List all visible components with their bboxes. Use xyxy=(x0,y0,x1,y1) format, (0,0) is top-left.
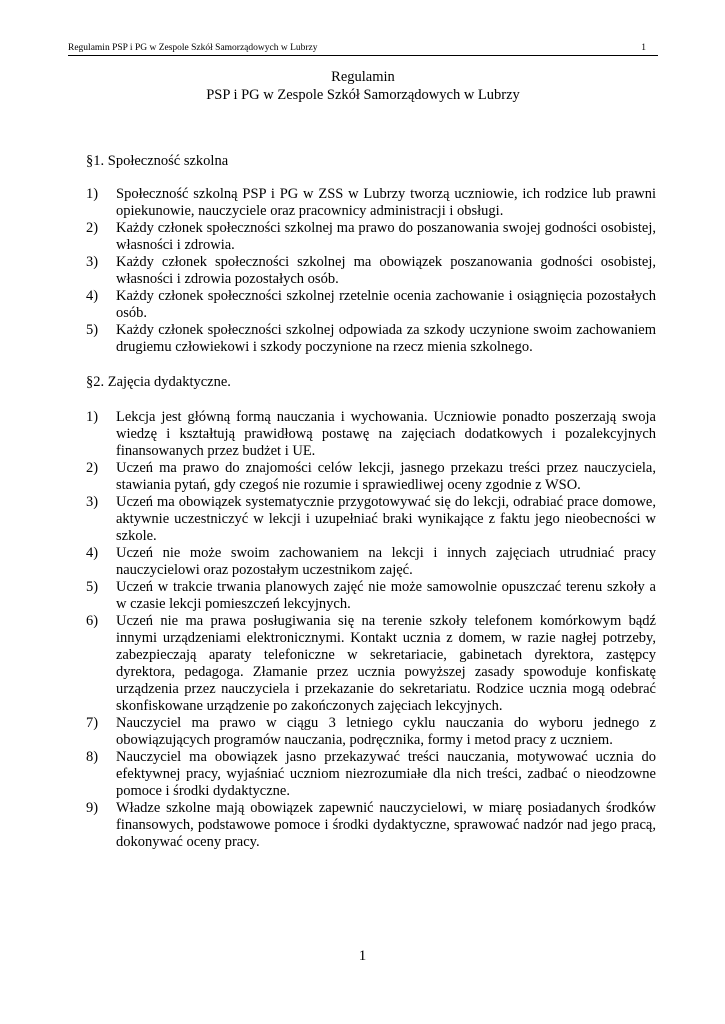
list-item-text: Lekcja jest główną formą nauczania i wychowania. Uczniowie ponadto poszerzają swoja wiedzę i kształtują prawidłową postawę na zajęciach dodatkowych i pozalekcyjnych finansowanych przez budżet i UE. xyxy=(116,409,656,459)
list-item-text: Każdy członek społeczności szkolnej ma obowiązek poszanowania godności osobistej, własności i zdrowia pozostałych osób. xyxy=(116,254,656,287)
list-item-number: 8) xyxy=(86,749,99,765)
list-item-text: Nauczyciel ma obowiązek jasno przekazywać treści nauczania, motywować ucznia do efektywnej pracy, wyjaśniać uczniom niezrozumiałe dla nich treści, zadbać o nieodzowne pomoce i środki dydaktyczne. xyxy=(116,749,656,799)
list-item xyxy=(86,460,656,494)
list-item-text: Uczeń nie ma prawa posługiwania się na terenie szkoły telefonem komórkowym bądź innymi urządzeniami elektronicznymi. Kontakt ucznia z domem, w razie nagłej potrzeby, zabezpieczają aparaty telefoniczne w sekretariacie, gabinetach dyrektora, zastępcy dyrektora, pedagoga. Złamanie przez ucznia powyższej zasady spowoduje konfiskatę urządzenia przez nauczyciela i przekazanie do sekretariatu. Rodzice ucznia mogą odebrać skonfiskowane urządzenie po zakończonych zajęciach lekcyjnych. xyxy=(116,613,656,714)
list-item-number: 1) xyxy=(86,186,99,202)
list-item xyxy=(86,749,656,800)
running-header xyxy=(68,41,658,56)
list-item xyxy=(86,715,656,749)
list-item-number: 7) xyxy=(86,715,99,731)
list-item-number: 5) xyxy=(86,322,99,338)
list-item-number: 9) xyxy=(86,800,99,816)
section-2-list xyxy=(86,409,656,851)
list-item-text: Społeczność szkolną PSP i PG w ZSS w Lubrzy tworzą uczniowie, ich rodzice lub prawni opiekunowie, nauczyciele oraz pracownicy administracji i obsługi. xyxy=(116,186,656,219)
list-item xyxy=(86,613,656,715)
list-item xyxy=(86,254,656,288)
list-item xyxy=(86,494,656,545)
list-item xyxy=(86,220,656,254)
list-item-number: 2) xyxy=(86,220,99,236)
document-title-line-2: PSP i PG w Zespole Szkół Samorządowych w Lubrzy xyxy=(206,87,520,103)
list-item-text: Uczeń ma obowiązek systematycznie przygotowywać się do lekcji, odrabiać prace domowe, aktywnie uczestniczyć w lekcji i uzupełniać braki wynikające z faktu jego nieobecności w szkole. xyxy=(116,494,656,544)
section-1-list xyxy=(86,186,656,356)
list-item xyxy=(86,288,656,322)
running-header-page-number: 1 xyxy=(641,43,646,53)
list-item-number: 4) xyxy=(86,288,99,304)
list-item-number: 6) xyxy=(86,613,99,629)
list-item-number: 4) xyxy=(86,545,99,561)
list-item xyxy=(86,322,656,356)
list-item-text: Każdy członek społeczności szkolnej ma prawo do poszanowania swojej godności osobistej, własności i zdrowia. xyxy=(116,220,656,253)
section-2-heading: §2. Zajęcia dydaktyczne. xyxy=(86,374,231,390)
list-item-number: 1) xyxy=(86,409,99,425)
document-title-line-1: Regulamin xyxy=(331,69,395,85)
list-item-text: Władze szkolne mają obowiązek zapewnić nauczycielowi, w miarę posiadanych środków finansowych, podstawowe pomoce i środki dydaktyczne, sprawować nadzór nad jego pracą, dokonywać oceny pracy. xyxy=(116,800,656,850)
document-title xyxy=(68,68,658,104)
list-item xyxy=(86,545,656,579)
section-1-heading: §1. Społeczność szkolna xyxy=(86,153,229,169)
list-item-number: 2) xyxy=(86,460,99,476)
list-item-text: Uczeń ma prawo do znajomości celów lekcji, jasnego przekazu treści przez nauczyciela, stawiania pytań, gdy czegoś nie rozumie i sprawiedliwej oceny zgodnie z WSO. xyxy=(116,460,656,493)
list-item xyxy=(86,579,656,613)
list-item-text: Nauczyciel ma prawo w ciągu 3 letniego cyklu nauczania do wyboru jednego z obowiązujących programów nauczania, podręcznika, formy i metod pracy z uczniem. xyxy=(116,715,656,748)
list-item-number: 3) xyxy=(86,494,99,510)
page-number: 1 xyxy=(358,948,367,964)
list-item-number: 5) xyxy=(86,579,99,595)
list-item xyxy=(86,409,656,460)
list-item xyxy=(86,186,656,220)
list-item xyxy=(86,800,656,851)
list-item-number: 3) xyxy=(86,254,99,270)
running-header-title: Regulamin PSP i PG w Zespole Szkół Samorządowych w Lubrzy xyxy=(68,43,318,53)
list-item-text: Każdy członek społeczności szkolnej odpowiada za szkody uczynione swoim zachowaniem drugiemu człowiekowi i szkody poczynione na rzecz mienia szkolnego. xyxy=(116,322,656,355)
list-item-text: Każdy członek społeczności szkolnej rzetelnie ocenia zachowanie i osiągnięcia pozostałych osób. xyxy=(116,288,656,321)
list-item-text: Uczeń nie może swoim zachowaniem na lekcji i innych zajęciach utrudniać pracy nauczycielowi oraz pozostałym uczestnikom zajęć. xyxy=(116,545,656,578)
list-item-text: Uczeń w trakcie trwania planowych zajęć nie może samowolnie opuszczać terenu szkoły a w czasie lekcji pomieszczeń lekcyjnych. xyxy=(116,579,656,612)
